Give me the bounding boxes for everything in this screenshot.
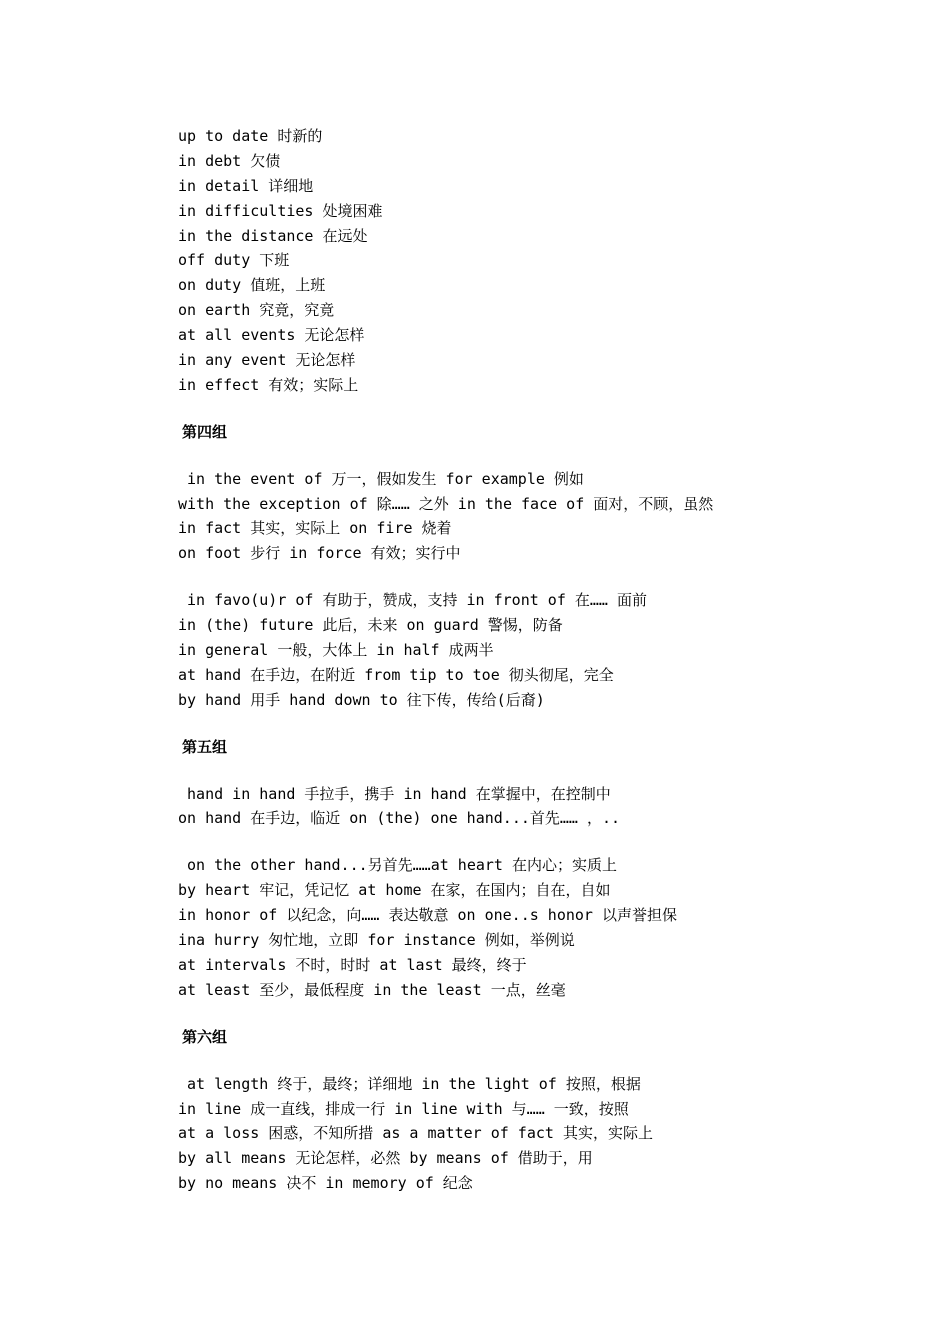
- phrase-line: at a loss 困惑，不知所措 as a matter of fact 其实，实际上: [178, 1124, 653, 1143]
- phrase-line: on the other hand...另首先……at heart 在内心；实质上: [178, 856, 617, 875]
- group6-paragraph-1: [178, 1072, 918, 1196]
- phrase-line: in (the) future 此后，未来 on guard 警惕，防备: [178, 616, 563, 635]
- group5-paragraph-2: [178, 853, 918, 1002]
- phrase-line: hand in hand 手拉手，携手 in hand 在掌握中，在控制中: [178, 784, 611, 803]
- phrase-line: in the distance 在远处: [178, 226, 368, 245]
- group4-heading: 第四组: [182, 422, 228, 441]
- phrase-line: in detail 详细地: [178, 176, 314, 195]
- phrase-line: at all events 无论怎样: [178, 326, 365, 345]
- phrase-line: ina hurry 匆忙地，立即 for instance 例如，举例说: [178, 931, 575, 950]
- phrase-line: by all means 无论怎样，必然 by means of 借助于，用: [178, 1149, 593, 1168]
- spacer: [178, 445, 918, 467]
- phrase-line: at intervals 不时，时时 at last 最终，终于: [178, 955, 527, 974]
- phrase-line: up to date 时新的: [178, 127, 323, 145]
- phrase-line: at hand 在手边，在附近 from tip to toe 彻头彻尾，完全: [178, 665, 614, 684]
- phrase-line: at length 终于，最终；详细地 in the light of 按照，根据: [178, 1074, 641, 1093]
- spacer: [178, 566, 918, 588]
- spacer: [178, 760, 918, 782]
- phrase-line: in difficulties 处境困难: [178, 201, 383, 220]
- phrase-line: in general 一般，大体上 in half 成两半: [178, 641, 494, 660]
- phrase-line: in debt 欠债: [178, 151, 281, 170]
- phrase-line: on hand 在手边，临近 on (the) one hand...首先…… ，..: [178, 809, 621, 828]
- document-page: [178, 124, 918, 1196]
- spacer: [178, 831, 918, 853]
- group3-tail-list: [178, 124, 918, 398]
- group6-heading: 第六组: [182, 1027, 228, 1046]
- phrase-line: off duty 下班: [178, 251, 290, 270]
- phrase-line: on foot 步行 in force 有效；实行中: [178, 544, 461, 563]
- phrase-line: with the exception of 除…… 之外 in the face of 面对，不顾，虽然: [178, 494, 714, 513]
- phrase-line: by heart 牢记，凭记忆 at home 在家，在国内；自在，自如: [178, 881, 611, 900]
- spacer: [178, 398, 918, 420]
- phrase-line: in honor of 以纪念，向…… 表达敬意 on one..s honor 以声誉担保: [178, 906, 677, 925]
- phrase-line: at least 至少，最低程度 in the least 一点，丝毫: [178, 980, 566, 999]
- spacer: [178, 713, 918, 735]
- spacer: [178, 1050, 918, 1072]
- phrase-line: on duty 值班，上班: [178, 276, 326, 295]
- phrase-line: in line 成一直线，排成一行 in line with 与…… 一致，按照: [178, 1099, 629, 1118]
- phrase-line: in effect 有效；实际上: [178, 375, 359, 394]
- phrase-line: in favo(u)r of 有助于，赞成，支持 in front of 在…… 面前: [178, 591, 647, 610]
- phrase-line: on earth 究竟，究竟: [178, 301, 335, 320]
- spacer: [178, 1003, 918, 1025]
- phrase-line: in fact 其实，实际上 on fire 烧着: [178, 519, 452, 538]
- phrase-line: in any event 无论怎样: [178, 351, 356, 370]
- group5-paragraph-1: [178, 782, 918, 832]
- phrase-line: in the event of 万一，假如发生 for example 例如: [178, 469, 584, 488]
- phrase-line: by no means 决不 in memory of 纪念: [178, 1174, 473, 1193]
- phrase-line: by hand 用手 hand down to 往下传，传给(后裔): [178, 690, 545, 709]
- group4-paragraph-1: [178, 467, 918, 567]
- group5-heading: 第五组: [182, 737, 228, 756]
- group4-paragraph-2: [178, 588, 918, 712]
